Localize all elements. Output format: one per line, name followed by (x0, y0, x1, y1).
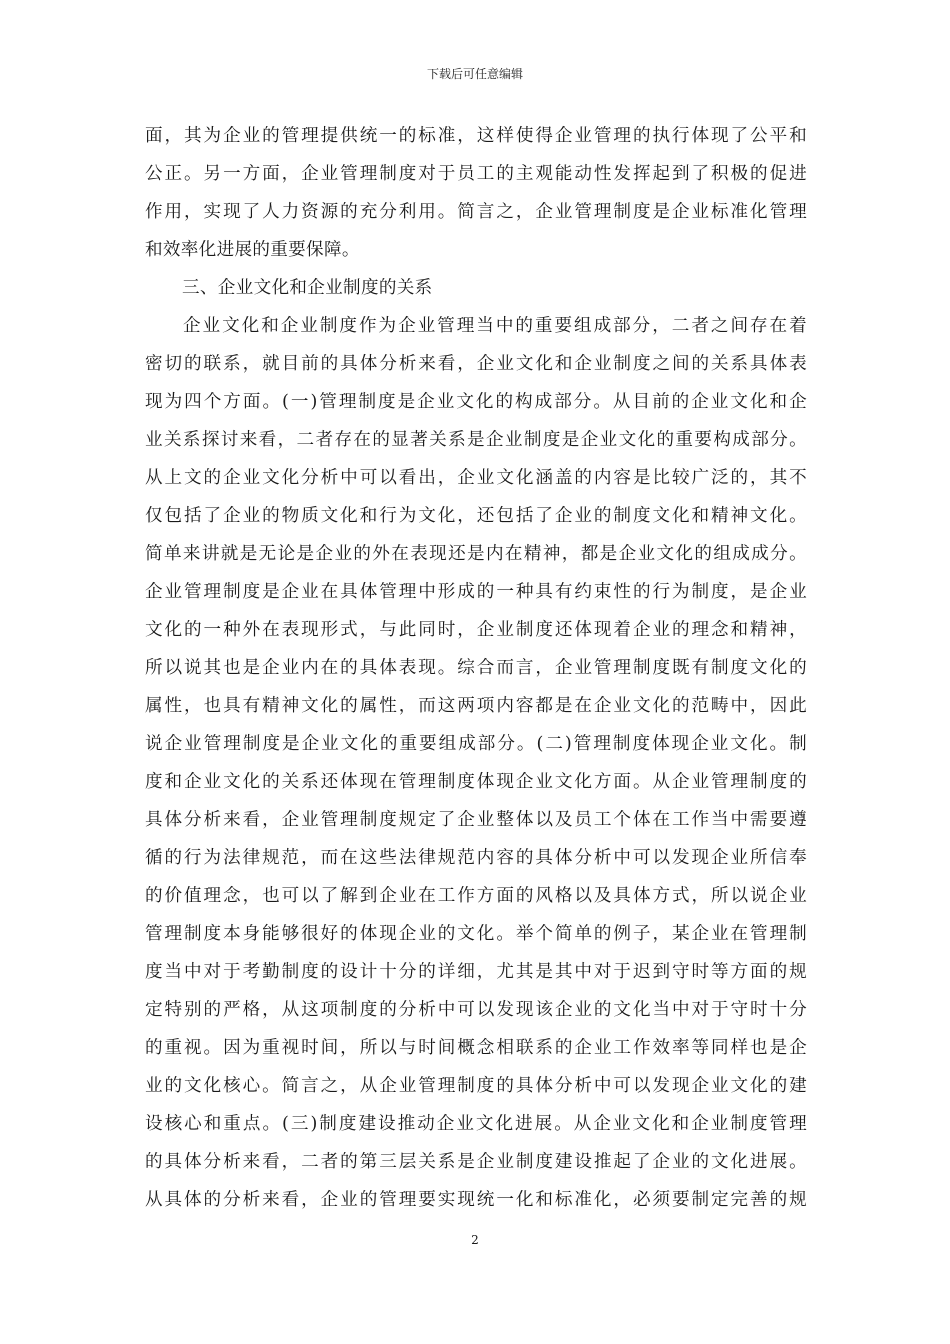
body-line: 属性，也具有精神文化的属性，而这两项内容都是在企业文化的范畴中，因此 (145, 696, 807, 716)
body-line: 度当中对于考勤制度的设计十分的详细，尤其是其中对于迟到守时等方面的规 (145, 962, 807, 982)
body-line: 度和企业文化的关系还体现在管理制度体现企业文化方面。从企业管理制度的 (145, 772, 807, 792)
body-line: 的具体分析来看，二者的第三层关系是企业制度建设推起了企业的文化进展。 (145, 1152, 807, 1172)
body-line: 说企业管理制度是企业文化的重要组成部分。(二)管理制度体现企业文化。制 (145, 734, 807, 754)
body-line: 和效率化进展的重要保障。 (145, 240, 360, 260)
body-line: 公正。另一方面，企业管理制度对于员工的主观能动性发挥起到了积极的促进 (145, 164, 807, 184)
body-line: 作用，实现了人力资源的充分利用。简言之，企业管理制度是企业标准化管理 (145, 202, 807, 222)
body-line: 密切的联系，就目前的具体分析来看，企业文化和企业制度之间的关系具体表 (145, 354, 807, 374)
body-line: 的价值理念，也可以了解到企业在工作方面的风格以及具体方式，所以说企业 (145, 886, 807, 906)
body-line: 设核心和重点。(三)制度建设推动企业文化进展。从企业文化和企业制度管理 (145, 1114, 807, 1134)
body-line: 文化的一种外在表现形式，与此同时，企业制度还体现着企业的理念和精神， (145, 620, 807, 640)
body-line: 简单来讲就是无论是企业的外在表现还是内在精神，都是企业文化的组成成分。 (145, 544, 807, 564)
body-line: 企业文化和企业制度作为企业管理当中的重要组成部分，二者之间存在着 (183, 316, 807, 336)
body-line: 所以说其也是企业内在的具体表现。综合而言，企业管理制度既有制度文化的 (145, 658, 807, 678)
body-line: 的重视。因为重视时间，所以与时间概念相联系的企业工作效率等同样也是企 (145, 1038, 807, 1058)
body-line: 管理制度本身能够很好的体现企业的文化。举个简单的例子，某企业在管理制 (145, 924, 807, 944)
body-line: 从具体的分析来看，企业的管理要实现统一化和标准化，必须要制定完善的规 (145, 1190, 807, 1210)
body-line: 面，其为企业的管理提供统一的标准，这样使得企业管理的执行体现了公平和 (145, 126, 807, 146)
body-line: 业的文化核心。简言之，从企业管理制度的具体分析中可以发现企业文化的建 (145, 1076, 807, 1096)
body-line: 仅包括了企业的物质文化和行为文化，还包括了企业的制度文化和精神文化。 (145, 506, 807, 526)
section-heading: 三、企业文化和企业制度的关系 (182, 278, 433, 298)
body-line: 定特别的严格，从这项制度的分析中可以发现该企业的文化当中对于守时十分 (145, 1000, 807, 1020)
body-line: 具体分析来看，企业管理制度规定了企业整体以及员工个体在工作当中需要遵 (145, 810, 807, 830)
body-line: 业关系探讨来看，二者存在的显著关系是企业制度是企业文化的重要构成部分。 (145, 430, 807, 450)
body-line: 从上文的企业文化分析中可以看出，企业文化涵盖的内容是比较广泛的，其不 (145, 468, 807, 488)
page-number: 2 (471, 1233, 479, 1247)
page-header: 下载后可任意编辑 (426, 67, 523, 81)
body-line: 现为四个方面。(一)管理制度是企业文化的构成部分。从目前的企业文化和企 (145, 392, 807, 412)
body-line: 循的行为法律规范，而在这些法律规范内容的具体分析中可以发现企业所信奉 (145, 848, 807, 868)
body-line: 企业管理制度是企业在具体管理中形成的一种具有约束性的行为制度，是企业 (145, 582, 807, 602)
